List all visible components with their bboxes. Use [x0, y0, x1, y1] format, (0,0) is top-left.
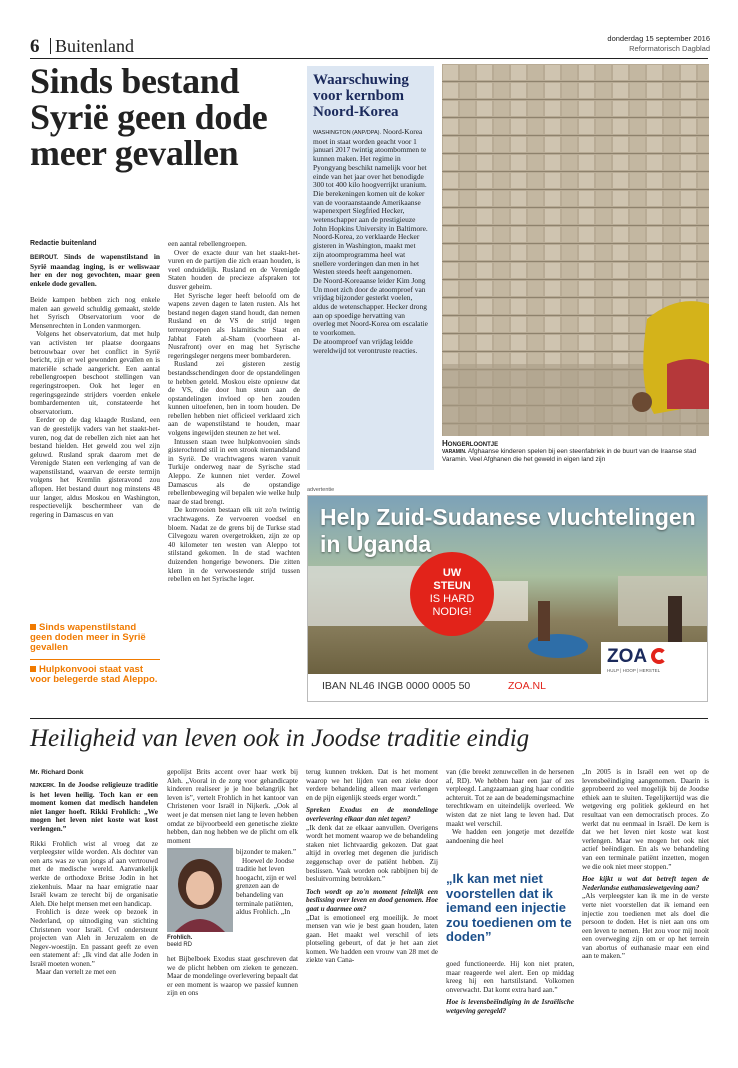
syria-dateline: BEIROUT.	[30, 255, 59, 261]
portrait-credit: beeld RD	[167, 942, 193, 948]
korea-headline: Waarschuwing voor kernbom Noord-Korea	[313, 72, 409, 120]
jewish-col3	[306, 768, 438, 1057]
portrait-name: Frohlich.	[167, 935, 193, 941]
syria-col1	[30, 296, 160, 614]
syria-lead	[30, 253, 160, 293]
korea-dateline: WASHINGTON (ANP/DPA).	[313, 130, 382, 136]
jewish-col4-bottom	[446, 960, 574, 1057]
paragraph: een aantal rebellengroepen.	[168, 240, 247, 248]
paragraph: De konvooien bestaan elk uit zo'n twintig vrachtwagens. Ze vervoeren voedsel en bloem. Nadat ze de grens bij de Turkse stad Cilvegozu waren overgetrokken, zijn ze op 40 kilometer ten westen van Aleppo tot stilstand gekomen. In de stad wachten duizenden hongerige bewoners. Die zitten klem in de verwoestende strijd tussen rebellen en het Syrische leger.	[168, 506, 300, 584]
paragraph: „Ik denk dat ze elkaar aanvullen. Overigens wordt het moment waarop we de behandeling staken niet lichtvaardig gekozen. Dat gaat altijd in overleg met degenen die juridisch zeggenschap over de patiënt hebben. Zij beslissen. Vaak worden ook rabbijnen bij de besluitvorming betrokken.”	[306, 823, 438, 884]
ad-label: advertentie	[307, 487, 335, 493]
header-divider	[50, 38, 51, 54]
zoa-logo-text: ZOA	[607, 646, 648, 667]
paragraph: Beide kampen hebben zich nog enkele malen aan geweld schuldig gemaakt, stelde het Syrisch Observatorium voor de Mensenrechten in Londen vanmorgen.	[30, 296, 160, 330]
caption-title: Hongerloontje	[442, 439, 499, 448]
syria-headline: Sinds bestand Syrië geen dode meer gevallen	[30, 61, 268, 173]
ad-headline: Help Zuid-Sudanese vluchtelingen in Uganda	[320, 504, 696, 557]
brick-factory-photo	[442, 64, 709, 436]
jewish-col5	[582, 768, 709, 1057]
syria-lead-text: Sinds de wapenstilstand in Syrië maandag inging, is er weliswaar her en der nog gevochten, maar geen enkele dode gevallen.	[30, 253, 160, 288]
zoa-logo	[601, 642, 708, 682]
brick-wall-illustration	[442, 64, 709, 436]
photo-caption	[442, 440, 709, 464]
page-number: 6	[30, 36, 40, 57]
korea-body	[313, 128, 428, 468]
jewish-col2-side	[236, 848, 298, 932]
syria-highlights	[30, 623, 160, 685]
paragraph: Rusland zei gisteren zestig bestandsschendingen door de opstandelingen te hebben geteld. Moskou eiste opnieuw dat de VS, die door hun steun aan de opstandelingen invloed op hen zouden kunnen uitoefenen, hen in toom houden. De rebellen hebben niet officieel verklaard zich aan de wapenstilstand te houden, maar volgens ingewijden steunen ze het wel.	[168, 360, 300, 438]
paragraph: Frohlich is deze week op bezoek in Nederland, op uitnodiging van stichting Christenen voor Israël. CvI ondersteunt projecten van Aleh in Jeruzalem en de Negev-woestijn. En passant geeft ze even een statement af: „Ik vind dat alle Joden in Israël moeten wonen.”	[30, 908, 158, 968]
paragraph: terug kunnen trekken. Dat is het moment waarop we het lijden van een zieke door verdere behandeling alleen maar verlengen en de pijn eigenlijk steeds erger wordt.”	[306, 768, 438, 802]
highlight-item: Sinds wapenstilstand geen doden meer in Syrië gevallen	[30, 622, 146, 653]
bullet-square-icon	[30, 666, 36, 672]
paragraph: We hadden een jongetje met dezelfde aandoening die heel	[446, 828, 574, 845]
paragraph: goed functioneerde. Hij kon niet praten, maar reageerde wel alert. Een op middag kreeg hij een hartstilstand. Volkomen onverwacht. Dat komt extra hard aan.”	[446, 960, 574, 994]
caption-tag: VARAMIN.	[442, 449, 467, 455]
interview-question: Hoe kijkt u wat dat betreft tegen de Nederlandse euthanasiewetgeving aan?	[582, 875, 709, 892]
highlight-divider	[30, 659, 160, 660]
paragraph: De atoomproef van vrijdag leidde wereldwijd tot verontruste reacties.	[313, 336, 418, 355]
paragraph: Het Syrische leger heeft beloofd om de wapens zeven dagen te laten rusten. Als het bestand negen dagen stand houdt, dan nemen Rusland en de VS de strijd tegen terreurgroepen als Islamitische Staat en Jabhat Fateh al-Sham (voorheen al-Nusrafront) over en mag het Syrische regeringsleger nergens meer bombarderen.	[168, 291, 300, 360]
syria-byline: Redactie buitenland	[30, 240, 97, 247]
paragraph: Die berekeningen komen uit de koker van de vooraanstaande Amerikaanse wapenexpert Siegfried Hecker, wetenschapper aan de prestigieuze John Hopkins University in Baltimore. Noord-Korea, zo verklaarde Hecker gisteren in Washington, maakt met zijn atoomprogramma heel wat snellere vorderingen dan men in het Westen steeds heeft aangenomen.	[313, 188, 428, 277]
page-header	[30, 34, 710, 58]
jewish-headline: Heiligheid van leven ook in Joodse traditie eindig	[30, 725, 530, 752]
zoa-tagline: HULP | HOOP | HERSTEL	[607, 668, 661, 673]
paragraph: Intussen staan twee hulpkonvooien sinds gisterochtend stil in een strook niemandsland in Syrië. De vrachtwagens waren vanuit Turkije onderweg naar de Syrische stad Aleppo. Ze kunnen niet verder. Zowel Damascus als de opstandige rebellenbeweging wil bepalen wie welke hulp naar de stad brengt.	[168, 437, 300, 506]
portrait-caption	[167, 935, 192, 949]
paragraph: van (die breekt zenuwcellen in de hersenen af, RD). We hebben haar een jaar of zes verpleegd. Langzaamaan ging haar conditie achteruit. Tot ze aan de beademingsmachine terechtkwam en uiteindelijk overleed. We wisten dat ze niet lang te leven had. Dat maakt wel verschil.	[446, 768, 574, 828]
paragraph: Noord-Korea moet in staat worden geacht voor 1 januari 2017 twintig atoombommen te kunnen maken. Het regime in Pyongyang beschikt namelijk voor het einde van het jaar over het benodigde 300 tot 400 kilo hoogverrijkt uranium.	[313, 128, 427, 190]
paragraph: „In 2005 is in Israël een wet op de levensbeëindiging aangenomen. Daarin is geprobeerd zo veel mogelijk bij de Joodse ethiek aan te sluiten. Tegelijkertijd was die wetgeving erg politiek gekleurd en het resultaat van een democratisch proces. Zo werkt dat nu eenmaal in Israël. De kern is dat we het leven niet koste wat kost verlengen. Maar we mogen het ook niet actief beëindigen. En als we behandeling van een terminale patiënt inzetten, mogen we die ook niet meer stoppen.”	[582, 768, 709, 871]
interview-question: Toch wordt op zo'n moment feitelijk een beslissing over leven en dood genomen. Hoe gaat u daarmee om?	[306, 887, 438, 913]
korea-box	[307, 66, 434, 470]
paragraph: Rikki Frohlich wist al vroeg dat ze verpleegster wilde worden. Als dochter van een arts was ze van jongs af aan vertrouwd met de medische wereld. Aanvankelijk werkte de orthodoxe Britse Jodin in het ziekenhuis. Maar na haar emigratie naar Israël kwam ze terecht bij de organisatie Aleh. Die helpt mensen met een handicap.	[30, 839, 158, 908]
paragraph: Maar dan vertelt ze met een	[36, 968, 117, 977]
jewish-col4-top	[446, 768, 574, 862]
paragraph: Eerder op de dag klaagde Rusland, een van de geestelijk vaders van het staakt-het-vuren, nog dat de rebellen zich niet aan het bestand hielden. Het geweld zou wel zijn geluwd. Rusland sprak daarom met de Verenigde Staten een verlenging af van de wapenstilstand, waarvan de eerste termijn volgens het Kremlin gisteravond zou aflopen. Het bestand duurt nog minstens 48 uur langer, aldus Moskou en Washington, respectievelijk beschermheer van de regering in Damascus en van	[30, 416, 160, 519]
interview-question: Hoe is levensbeëindiging in de Israëlische wetgeving geregeld?	[446, 998, 574, 1015]
jewish-dateline: NIJKERK.	[30, 783, 56, 789]
paragraph: Over de exacte duur van het staakt-het-vuren en de partijen die zich eraan houden, is veel onduidelijk. Rusland en de Verenigde Staten houden de precieze afspraken tot dusver geheim.	[168, 248, 300, 291]
pull-quote: „Ik kan met niet voorstellen dat ik iemand een injectie zou toedienen om te doden”	[446, 871, 572, 944]
section-title: Buitenland	[55, 36, 134, 56]
bullet-square-icon	[30, 624, 36, 630]
interview-question: Spreken Exodus en de mondelinge overlevering elkaar dan niet tegen?	[306, 806, 438, 823]
paragraph: bijzonder te maken.”	[236, 848, 297, 856]
ad-url[interactable]: ZOA.NL	[508, 680, 546, 692]
jewish-col2-lower: het Bijbelboek Exodus staat geschreven dat we de plicht hebben om zieken te genezen. Maar de mondelinge overlevering bepaalt dat er een moment is waarop we passief kunnen zijn en ons	[167, 955, 298, 998]
paragraph: „Dat is emotioneel erg moeilijk. Je moet mensen van wie je best gaan houden, laten gaan. Het maakt wel verschil of iets plotseling gebeurt, of dat je het aan ziet komen. We hadden een vrouw van 28 met de ziekte van Cana-	[306, 913, 438, 965]
portrait-illustration	[167, 848, 233, 932]
paper-name: Reformatorisch Dagblad	[629, 44, 710, 53]
zoa-advertisement[interactable]	[307, 495, 708, 702]
syria-col2	[168, 240, 300, 700]
paragraph: „Als verpleegster kan ik me in de verste verte niet voorstellen dat ik iemand een injectie zou toedienen met als doel die persoon te doden. Het is niet aan ons om een leven te nemen. Het zou voor mij nooit een overweging zijn om er op het terrein van abortus of euthanasie maar een eind aan te maken.”	[582, 892, 709, 961]
paragraph: Hoewel de Joodse traditie het leven hoogacht, zijn er wel grenzen aan de behandeling van terminale patiënten, aldus Frohlich. „In	[236, 856, 297, 917]
highlight-item: Hulpkonvooi staat vast voor belegerde stad Aleppo.	[30, 664, 158, 685]
jewish-byline: Mr. Richard Donk	[30, 769, 84, 776]
section-rule	[30, 718, 708, 719]
ad-iban: IBAN NL46 INGB 0000 0005 50	[322, 680, 471, 692]
jewish-lead: In de Joodse religieuze traditie is het leven heilig. Toch kan er een moment komen dat medisch handelen niet langer hoeft. Rikki Frohlich: „We mogen het leven niet koste wat kost verlengen.”	[30, 781, 158, 833]
jewish-col2-top: gepolijst Brits accent over haar werk bij Aleh. „Vooral in de zorg voor gehandicapte kinderen realiseer je je hoe belangrijk het leven is”, vertelt Frohlich in het kantoor van Christenen voor Israël in Nijkerk. „Ook al weet je dat mensen niet lang te leven hebben omdat ze bijvoorbeeld een genetische ziekte hebben, dan nog hebben we de plicht om elk moment	[167, 768, 298, 845]
issue-date: donderdag 15 september 2016	[607, 34, 710, 43]
caption-text: Afghaanse kinderen spelen bij een steenfabriek in de buurt van de Iraanse stad Varamin. Veel Afghanen die het geweld in eigen land zijn	[442, 448, 697, 463]
header-rule	[30, 58, 708, 59]
paragraph: De Noord-Koreaanse leider Kim Jong Un moet zich door de atoomproef van vrijdag bijzonder gesterkt voelen, aldus de wetenschapper. Hecker drong aan op spoedige hervatting van overleg met Noord-Korea om escalatie te voorkomen.	[313, 275, 428, 338]
paragraph: Volgens het observatorium, dat met hulp van activisten ter plaatse doorgaans betrouwbaar over het conflict in Syrië bericht, zijn er wel gewonden gevallen en is materiële schade aangericht. Een aantal rebellengroepen beschoot stellingen van regeringstroepen. Ook het leger en regeringsgezinde strijders voerden enkele bombardementen uit, constateerde het observatorium.	[30, 330, 160, 416]
frohlich-portrait	[167, 848, 233, 932]
zoa-swirl-icon	[651, 648, 667, 664]
support-badge: UW STEUN IS HARD NODIG!	[410, 552, 494, 636]
jewish-col1	[30, 781, 158, 1057]
